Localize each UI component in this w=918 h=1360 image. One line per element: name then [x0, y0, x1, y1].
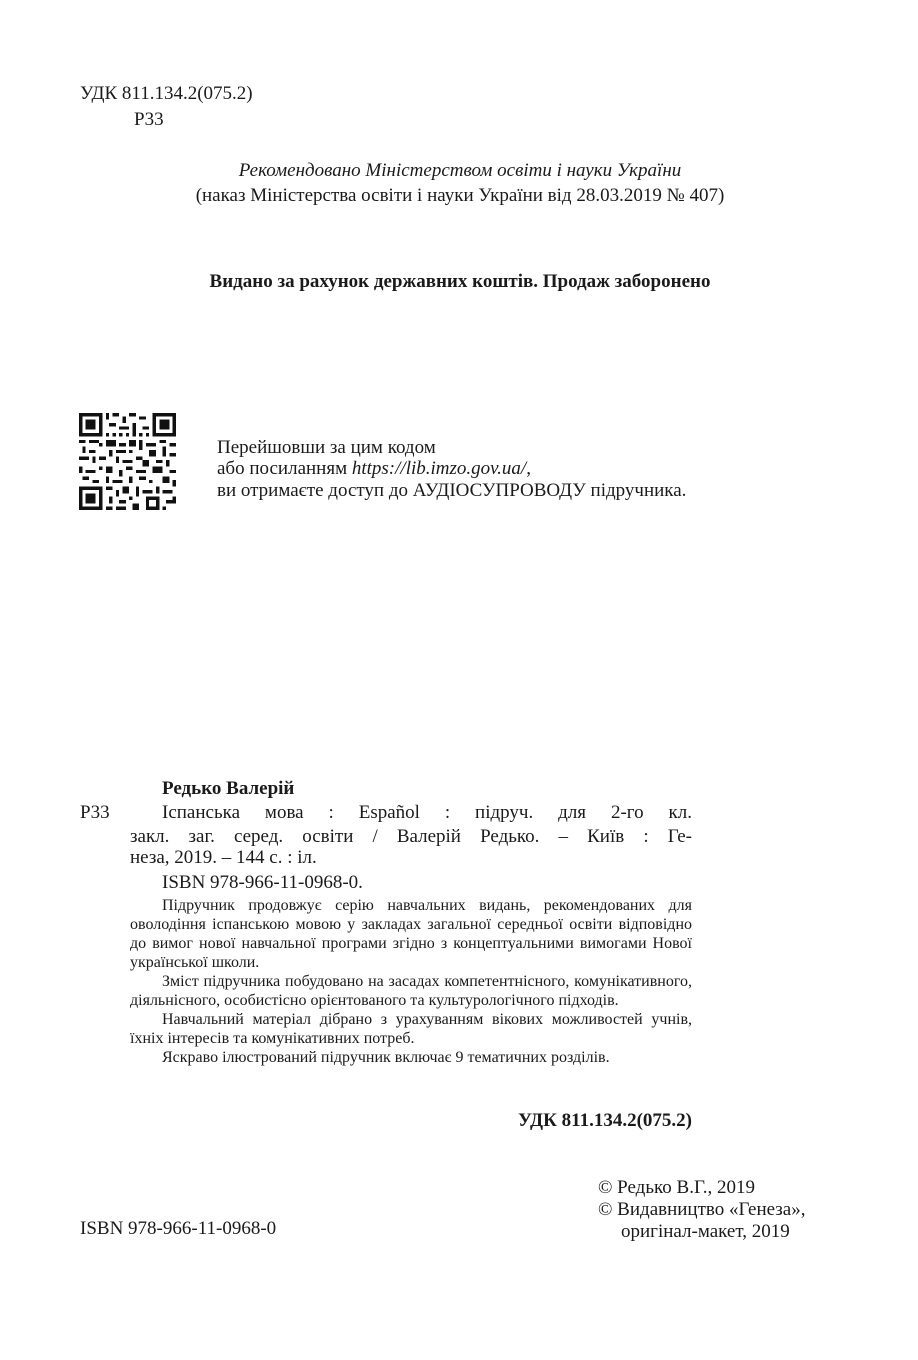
biblio-mark: Р33: [80, 802, 110, 823]
annotation-paragraph: Зміст підручника побудовано на засадах компетентнісного, комунікативного, діяльнісного, особистісно орієнтованого та культурологічного підходів.: [130, 973, 692, 1009]
copyright-author: © Редько В.Г., 2019: [598, 1177, 756, 1198]
biblio-isbn: ISBN 978-966-11-0968-0.: [162, 872, 363, 893]
qr-text-line3: ви отримаєте доступ до АУДІОСУПРОВОДУ підручника.: [217, 480, 687, 501]
annotation: [130, 896, 692, 1067]
qr-text-line1: Перейшовши за цим кодом: [217, 437, 436, 458]
biblio-author: Редько Валерій: [162, 778, 295, 799]
state-funds-note: Видано за рахунок державних коштів. Продаж заборонено: [209, 271, 711, 292]
audio-link[interactable]: https://lib.imzo.gov.ua/: [351, 458, 527, 479]
udk-code: УДК 811.134.2(075.2): [80, 83, 253, 104]
copyright-publisher: © Видавництво «Генеза»,: [598, 1199, 806, 1220]
author-mark: Р33: [134, 109, 164, 130]
qr-text-line2: [217, 458, 531, 480]
annotation-paragraph: Яскраво ілюстрований підручник включає 9 тематичних розділів.: [162, 1049, 610, 1066]
biblio-line2: закл. заг. серед. освіти / Валерій Редько. – Київ : Ге-: [130, 826, 692, 847]
qr-code-icon[interactable]: [79, 413, 176, 510]
annotation-paragraph: Навчальний матеріал дібрано з урахуванням вікових можливостей учнів, їхніх інтересів та комунікативних потреб.: [130, 1011, 692, 1047]
isbn-bottom: ISBN 978-966-11-0968-0: [80, 1218, 277, 1239]
qr-text-suffix: ,: [526, 458, 531, 479]
biblio-line3: неза, 2019. – 144 с. : іл.: [130, 847, 317, 868]
copyright-layout: оригінал-макет, 2019: [621, 1221, 790, 1242]
biblio-line1: Іспанська мова : Español : підруч. для 2-го кл.: [162, 802, 692, 823]
annotation-paragraph: Підручник продовжує серію навчальних видань, рекомендованих для оволодіння іспанською мовою у закладах загальної середньої освіти відповідно до вимог нової навчальної програми згідно з концептуальними вимогами Нової української школи.: [130, 897, 692, 971]
qr-text-prefix: або посиланням: [217, 458, 352, 479]
ministry-order: (наказ Міністерства освіти і науки України від 28.03.2019 № 407): [195, 185, 725, 206]
udk-code-bottom: УДК 811.134.2(075.2): [518, 1110, 692, 1131]
recommendation: Рекомендовано Міністерством освіти і науки України: [238, 160, 682, 181]
